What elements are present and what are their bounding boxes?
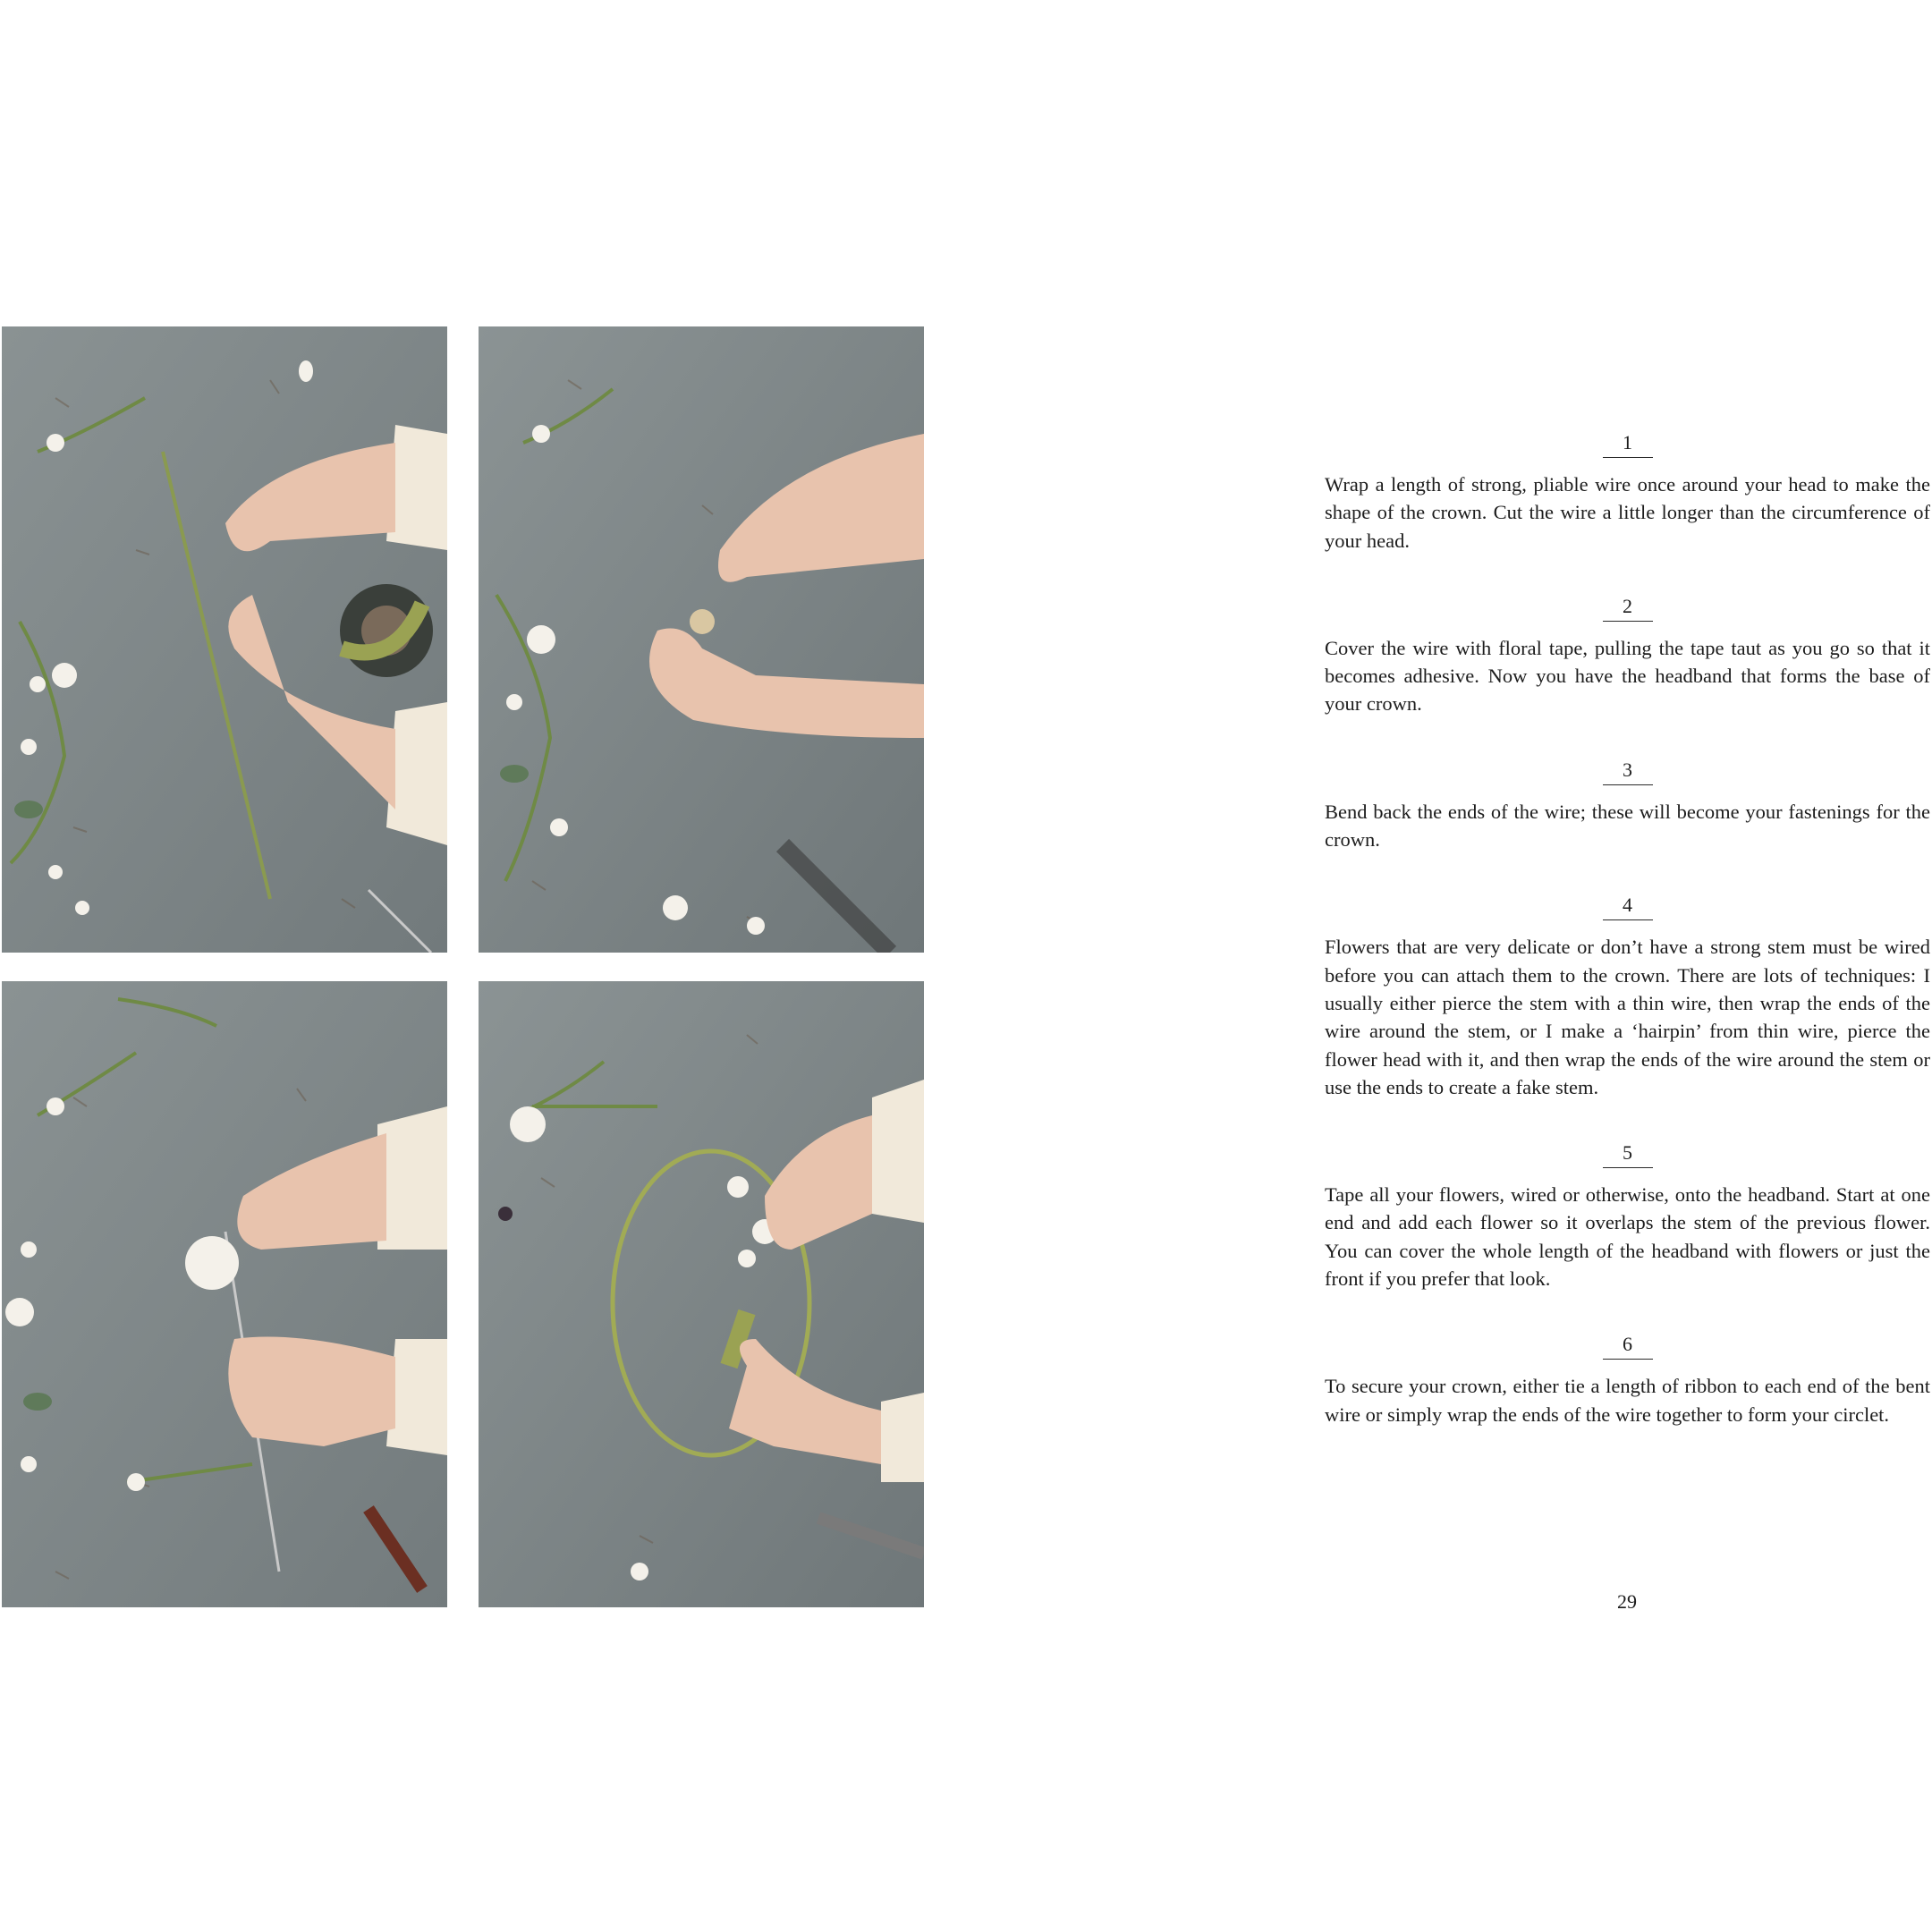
photo-illustration [479,981,924,1607]
step-number: 5 [1603,1140,1653,1168]
step-photo-1 [2,326,447,953]
step-4 [1325,892,1930,1101]
step-number: 2 [1603,593,1653,622]
step-photo-3 [2,981,447,1607]
photo-illustration [2,981,447,1607]
step-number: 6 [1603,1331,1653,1360]
instructions-column [1325,429,1930,1428]
page-number: 29 [1617,1590,1637,1613]
step-6 [1325,1331,1930,1428]
step-text: Wrap a length of strong, pliable wire once around your head to make the shape of the crown. Cut the wire a little longer than the circumference of your head. [1325,473,1930,552]
step-2 [1325,593,1930,718]
step-3 [1325,757,1930,854]
step-5 [1325,1140,1930,1292]
step-text: To secure your crown, either tie a length of ribbon to each end of the bent wire or simply wrap the ends of the wire together to form your circlet. [1325,1375,1930,1426]
step-1 [1325,429,1930,555]
step-number: 3 [1603,757,1653,785]
step-photo-4 [479,981,924,1607]
photo-illustration [479,326,924,953]
step-number: 4 [1603,892,1653,920]
photo-illustration [2,326,447,953]
step-text: Tape all your flowers, wired or otherwise, onto the headband. Start at one end and add each flower so it overlaps the stem of the previous flower. You can cover the whole length of the headband with flowers or just the front if you prefer that look. [1325,1183,1930,1291]
step-text: Bend back the ends of the wire; these will become your fastenings for the crown. [1325,800,1930,852]
step-photo-2 [479,326,924,953]
step-text: Flowers that are very delicate or don’t have a strong stem must be wired before you can attach them to the crown. There are lots of techniques: I usually either pierce the stem with a thin wire, then wrap the ends of the wire around the stem, or I make a ‘hairpin’ from thin wire, pierce the flower head with it, and then wrap the ends of the wire around the stem or use the ends to create a fake stem. [1325,936,1930,1098]
step-number: 1 [1603,429,1653,458]
step-text: Cover the wire with floral tape, pulling the tape taut as you go so that it becomes adhesive. Now you have the headband that forms the base of your crown. [1325,636,1930,716]
